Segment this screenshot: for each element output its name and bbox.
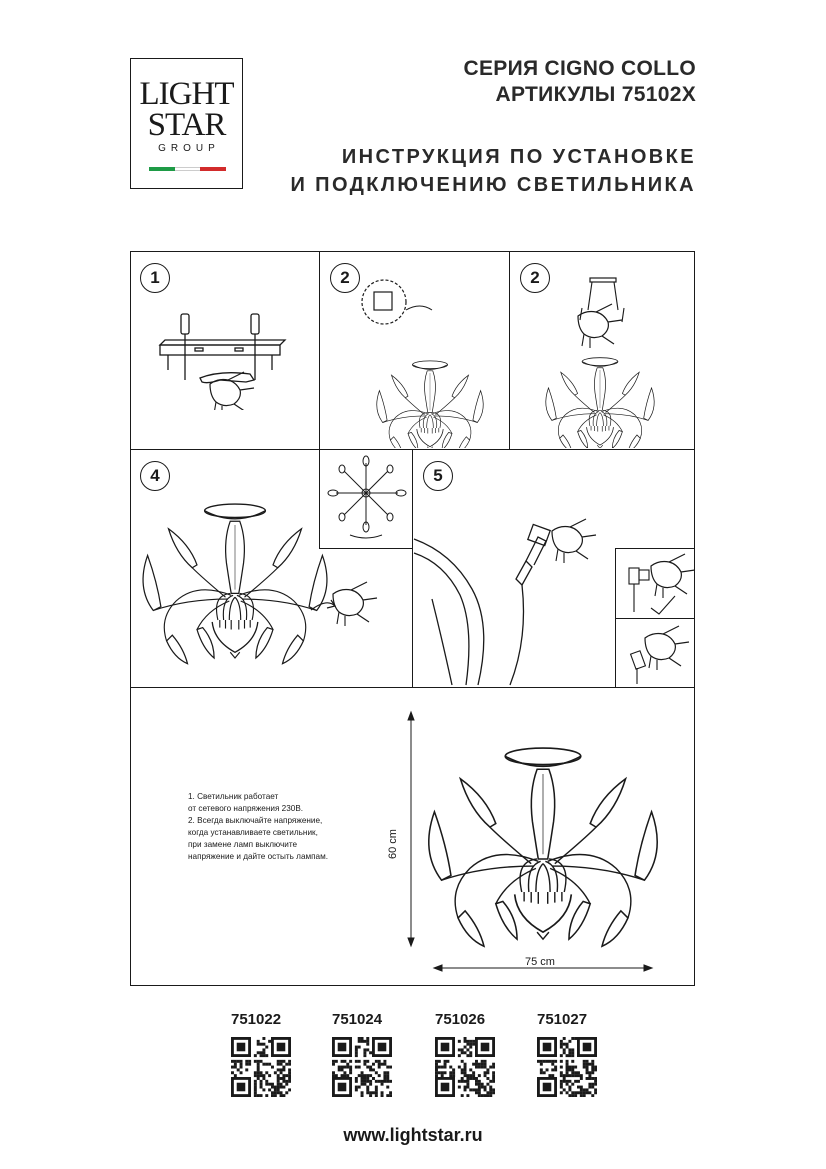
step5-inset-correct [615,548,695,618]
note-line: 2. Всегда выключайте напряжение, [188,816,323,825]
title-line-1: ИНСТРУКЦИЯ ПО УСТАНОВКЕ [341,146,696,168]
series-header [464,56,696,108]
step5-inset-wrong [615,618,695,686]
logo-word-star: STAR [147,107,226,143]
qr-code-3 [435,1037,495,1097]
article-code-2: 751024 [332,1011,383,1028]
step-number-2a: 2 [330,263,360,293]
logo-word-light: LIGHT [139,76,234,112]
step-number-2b: 2 [520,263,550,293]
qr-code-2 [332,1037,392,1097]
instruction-title [290,143,696,199]
note-line: напряжение и дайте остыть лампам. [188,852,329,861]
flag-green [149,167,175,171]
divider-row-2 [131,687,694,688]
step1-bracket-illustration [150,300,300,410]
step2-connect-wires-illustration [510,252,695,448]
article-code-1: 751022 [231,1011,282,1028]
step-number-4: 4 [140,461,170,491]
brand-logo [130,58,243,189]
article-code-3: 751026 [435,1011,486,1028]
article-code-4: 751027 [537,1011,588,1028]
note-line: при замене ламп выключите [188,840,298,849]
flag-red [200,167,226,171]
height-dimension-label: 60 cm [386,829,399,859]
website-link[interactable]: www.lightstar.ru [343,1125,483,1145]
title-line-2: И ПОДКЛЮЧЕНИЮ СВЕТИЛЬНИКА [290,174,696,196]
series-name: СЕРИЯ CIGNO COLLO [463,57,696,80]
step5-insert-bulb-illustration [412,449,612,687]
note-line: когда устанавливаете светильник, [188,828,318,837]
note-line: от сетевого напряжения 230В. [188,804,304,813]
step4-top-view-inset [320,449,412,547]
step2-raise-chandelier-illustration [320,252,508,448]
logo-word-group: GROUP [158,143,220,154]
article-numbers: АРТИКУЛЫ 75102X [495,83,696,106]
note-line: 1. Светильник работает [188,792,279,801]
qr-code-4 [537,1037,597,1097]
qr-code-1 [231,1037,291,1097]
italian-flag-stripe [149,167,226,171]
dimension-drawing [400,700,690,980]
width-dimension-label: 75 cm [525,956,555,968]
flag-white [175,167,201,171]
safety-notes [188,791,328,863]
step-number-5: 5 [423,461,453,491]
step-number-1: 1 [140,263,170,293]
